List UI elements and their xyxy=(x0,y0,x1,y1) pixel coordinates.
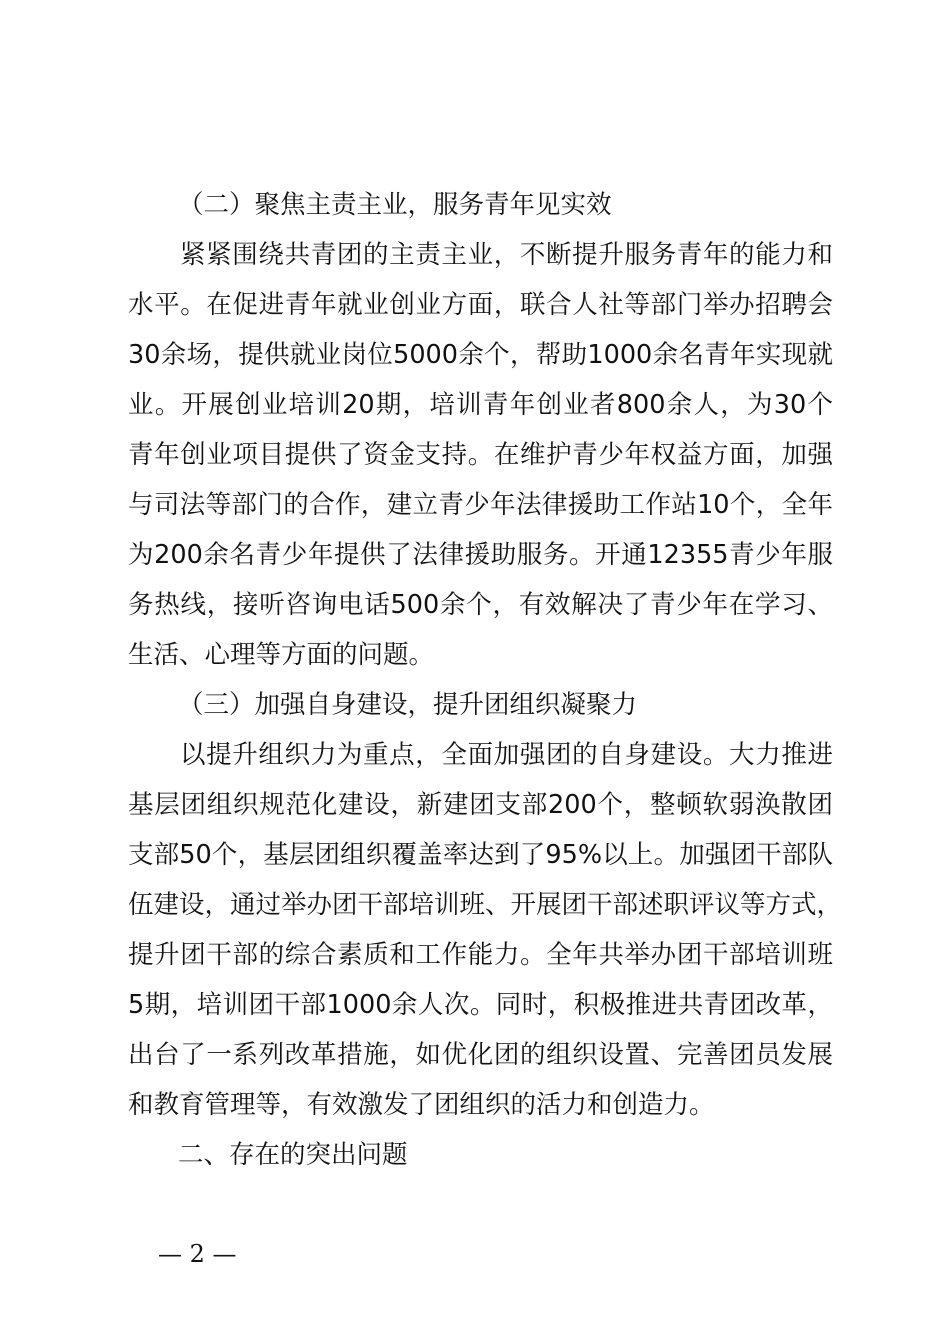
section-heading: （三）加强自身建设，提升团组织凝聚力 xyxy=(178,690,638,720)
paragraph-line: 提升团干部的综合素质和工作能力。全年共举办团干部培训班 xyxy=(128,940,833,970)
paragraph-last-line: 生活、心理等方面的问题。 xyxy=(128,640,435,670)
paragraph-first-line: 以提升组织力为重点，全面加强团的自身建设。大力推进 xyxy=(180,740,833,770)
paragraph-line: 务热线，接听咨询电话500余个，有效解决了青少年在学习、 xyxy=(128,590,833,620)
paragraph-line: 水平。在促进青年就业创业方面，联合人社等部门举办招聘会 xyxy=(128,290,833,320)
section-heading: 二、存在的突出问题 xyxy=(178,1140,408,1170)
paragraph-line: 基层团组织规范化建设，新建团支部200个，整顿软弱涣散团 xyxy=(128,790,833,820)
paragraph-last-line: 和教育管理等，有效激发了团组织的活力和创造力。 xyxy=(128,1090,715,1120)
section-heading: （二）聚焦主责主业，服务青年见实效 xyxy=(178,190,612,220)
paragraph-line: 30余场，提供就业岗位5000余个，帮助1000余名青年实现就 xyxy=(128,340,833,370)
paragraph-line: 伍建设，通过举办团干部培训班、开展团干部述职评议等方式， xyxy=(128,890,843,920)
paragraph-first-line: 紧紧围绕共青团的主责主业，不断提升服务青年的能力和 xyxy=(180,240,833,270)
paragraph-line: 青年创业项目提供了资金支持。在维护青少年权益方面，加强 xyxy=(128,440,833,470)
paragraph-line: 支部50个，基层团组织覆盖率达到了95%以上。加强团干部队 xyxy=(128,840,833,870)
paragraph-line: 业。开展创业培训20期，培训青年创业者800余人，为30个 xyxy=(128,390,833,420)
paragraph-line: 5期，培训团干部1000余人次。同时，积极推进共青团改革， xyxy=(128,990,833,1020)
paragraph-line: 出台了一系列改革措施，如优化团的组织设置、完善团员发展 xyxy=(128,1040,833,1070)
paragraph-line: 与司法等部门的合作，建立青少年法律援助工作站10个，全年 xyxy=(128,490,833,520)
page-number: — 2 — xyxy=(158,1240,237,1268)
paragraph-line: 为200余名青少年提供了法律援助服务。开通12355青少年服 xyxy=(128,540,833,570)
document-body xyxy=(128,180,843,1180)
